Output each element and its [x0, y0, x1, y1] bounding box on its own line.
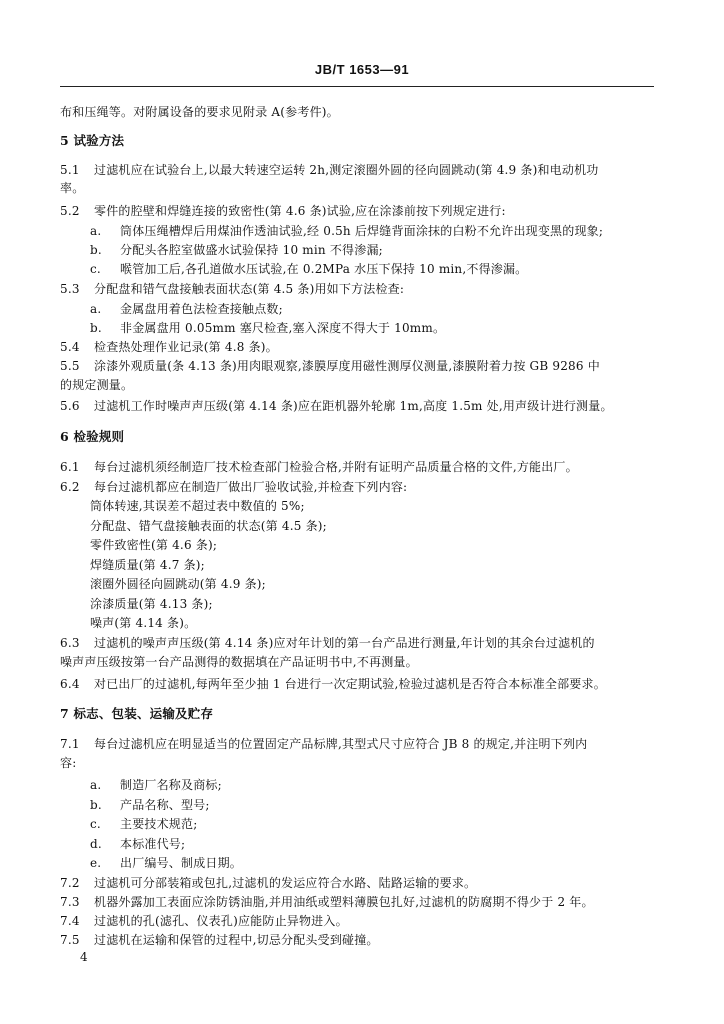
list-item	[90, 855, 242, 871]
clause-text: 机器外露加工表面应涂防锈油脂,并用油纸或塑料薄膜包扎好,过滤机的防腐期不得少于 2 年。	[94, 895, 594, 909]
clause-5-6	[60, 398, 613, 414]
item-mark: a.	[90, 302, 102, 316]
clause-number: 5.5	[60, 359, 80, 373]
clause-number: 5.6	[60, 399, 80, 413]
item-mark: d.	[90, 837, 102, 851]
clause-7-1	[60, 736, 587, 752]
list-item: 焊缝质量(第 4.7 条);	[90, 558, 205, 572]
clause-text: 过滤机的噪声声压级(第 4.14 条)应对年计划的第一台产品进行测量,年计划的其余台过滤机的	[94, 636, 595, 650]
clause-5-5	[60, 358, 600, 374]
list-item	[90, 261, 527, 277]
list-item	[90, 777, 222, 793]
header-rule	[60, 86, 654, 87]
clause-text: 过滤机在运输和保管的过程中,切忌分配头受到碰撞。	[94, 933, 379, 947]
clause-text: 过滤机的孔(滤孔、仪表孔)应能防止异物进入。	[94, 914, 348, 928]
item-mark: b.	[90, 321, 102, 335]
clause-text: 过滤机工作时噪声声压级(第 4.14 条)应在距机器外轮廓 1m,高度 1.5m 处,用声级计进行测量。	[94, 399, 613, 413]
clause-6-3	[60, 635, 595, 651]
section-5-title: 5 试验方法	[60, 133, 125, 148]
clause-number: 7.2	[60, 876, 80, 890]
page-number: 4	[80, 950, 88, 964]
list-item	[90, 797, 210, 813]
list-item: 零件致密性(第 4.6 条);	[90, 538, 218, 552]
item-mark: a.	[90, 778, 102, 792]
list-item	[90, 242, 383, 258]
list-item	[90, 301, 283, 317]
clause-number: 7.4	[60, 914, 80, 928]
clause-text: 零件的腔壁和焊缝连接的致密性(第 4.6 条)试验,应在涂漆前按下列规定进行:	[94, 204, 506, 218]
clause-number: 7.5	[60, 933, 80, 947]
clause-text: 每台过滤机须经制造厂技术检查部门检验合格,并附有证明产品质量合格的文件,方能出厂。	[94, 460, 578, 474]
clause-6-4	[60, 676, 606, 692]
item-text: 本标准代号;	[120, 837, 186, 851]
clause-7-3	[60, 894, 594, 910]
item-mark: a.	[90, 224, 102, 238]
item-text: 喉管加工后,各孔道做水压试验,在 0.2MPa 水压下保持 10 min,不得渗漏。	[120, 262, 528, 276]
list-item: 筒体转速,其误差不超过表中数值的 5%;	[90, 499, 305, 513]
clause-text: 涂漆外观质量(条 4.13 条)用肉眼观察,漆膜厚度用磁性测厚仪测量,漆膜附着力按 GB 9286 中	[94, 359, 600, 373]
list-item: 噪声(第 4.14 条)。	[90, 616, 197, 630]
item-mark: b.	[90, 798, 102, 812]
clause-number: 5.3	[60, 282, 80, 296]
clause-6-2	[60, 479, 407, 495]
item-text: 非金属盘用 0.05mm 塞尺检查,塞入深度不得大于 10mm。	[120, 321, 446, 335]
clause-5-1	[60, 162, 599, 178]
clause-6-3-cont: 噪声声压级按第一台产品测得的数据填在产品证明书中,不再测量。	[60, 655, 418, 669]
clause-7-2	[60, 875, 476, 891]
clause-number: 7.1	[60, 737, 80, 751]
clause-5-3	[60, 281, 404, 297]
clause-number: 5.1	[60, 163, 80, 177]
list-item	[90, 223, 603, 239]
list-item	[90, 836, 185, 852]
list-item: 滚圈外圆径向圆跳动(第 4.9 条);	[90, 577, 266, 591]
clause-text: 每台过滤机都应在制造厂做出厂验收试验,并检查下列内容:	[94, 480, 408, 494]
clause-5-2	[60, 203, 506, 219]
clause-7-5	[60, 932, 379, 948]
item-text: 产品名称、型号;	[120, 798, 210, 812]
continuation-text: 布和压绳等。对附属设备的要求见附录 A(参考件)。	[60, 105, 339, 119]
item-text: 主要技术规范;	[120, 817, 198, 831]
list-item	[90, 816, 197, 832]
clause-7-4	[60, 913, 348, 929]
item-mark: b.	[90, 243, 102, 257]
item-text: 制造厂名称及商标;	[120, 778, 222, 792]
section-6-title: 6 检验规则	[60, 429, 125, 444]
clause-text: 分配盘和错气盘接触表面状态(第 4.5 条)用如下方法检查:	[94, 282, 405, 296]
clause-7-1-cont: 容:	[60, 756, 77, 770]
list-item: 分配盘、错气盘接触表面的状态(第 4.5 条);	[90, 519, 327, 533]
section-7-title: 7 标志、包装、运输及贮存	[60, 706, 214, 721]
clause-number: 5.2	[60, 204, 80, 218]
clause-6-1	[60, 459, 578, 475]
clause-5-4	[60, 339, 278, 355]
item-mark: e.	[90, 856, 102, 870]
item-text: 分配头各腔室做盛水试验保持 10 min 不得渗漏;	[120, 243, 383, 257]
clause-text: 过滤机可分部装箱或包扎,过滤机的发运应符合水路、陆路运输的要求。	[94, 876, 477, 890]
clause-text: 每台过滤机应在明显适当的位置固定产品标牌,其型式尺寸应符合 JB 8 的规定,并注明下列内	[94, 737, 588, 751]
standard-code-header: JB/T 1653—91	[314, 62, 410, 77]
item-text: 金属盘用着色法检查接触点数;	[120, 302, 283, 316]
clause-5-5-cont: 的规定测量。	[60, 378, 134, 392]
item-mark: c.	[90, 262, 101, 276]
clause-number: 6.2	[60, 480, 80, 494]
clause-5-1-cont: 率。	[60, 181, 85, 195]
clause-number: 5.4	[60, 340, 80, 354]
list-item: 涂漆质量(第 4.13 条);	[90, 597, 213, 611]
clause-number: 6.4	[60, 677, 80, 691]
clause-text: 过滤机应在试验台上,以最大转速空运转 2h,测定滚圈外圆的径向圆跳动(第 4.9 条)和电动机功	[94, 163, 599, 177]
list-item	[90, 320, 445, 336]
item-mark: c.	[90, 817, 101, 831]
clause-text: 对已出厂的过滤机,每两年至少抽 1 台进行一次定期试验,检验过滤机是否符合本标准全部要求。	[94, 677, 606, 691]
clause-number: 6.1	[60, 460, 80, 474]
item-text: 出厂编号、制成日期。	[120, 856, 243, 870]
clause-number: 6.3	[60, 636, 80, 650]
clause-text: 检查热处理作业记录(第 4.8 条)。	[94, 340, 278, 354]
item-text: 筒体压绳槽焊后用煤油作透油试验,经 0.5h 后焊缝背面涂抹的白粉不允许出现变黑的现象;	[120, 224, 604, 238]
clause-number: 7.3	[60, 895, 80, 909]
